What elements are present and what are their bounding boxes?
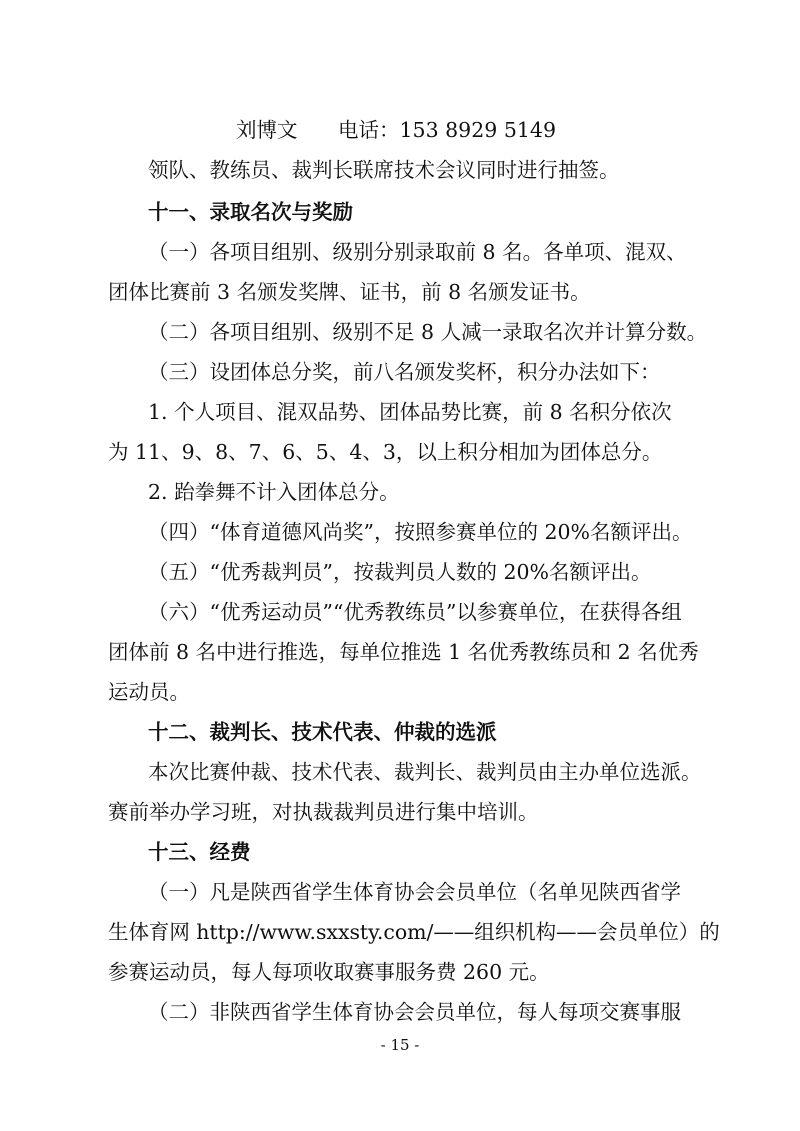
section-11-para-4: （四）“体育道德风尚奖”，按照参赛单位的 20%名额评出。 — [148, 520, 693, 544]
section-13-para-1-line-3: 参赛运动员，每人每项收取赛事服务费 260 元。 — [108, 960, 550, 984]
section-11-heading: 十一、录取名次与奖励 — [148, 200, 353, 224]
section-11-item-1-line-1: 1. 个人项目、混双品势、团体品势比赛，前 8 名积分依次 — [148, 400, 672, 424]
contact-phone-number: 153 8929 5149 — [399, 118, 557, 142]
section-12-para-1-line-2: 赛前举办学习班，对执裁裁判员进行集中培训。 — [108, 800, 539, 824]
section-13-para-1-line-1: （一）凡是陕西省学生体育协会会员单位（名单见陕西省学 — [148, 880, 681, 904]
section-11-item-1-line-2: 为 11、9、8、7、6、5、4、3，以上积分相加为团体总分。 — [108, 440, 663, 464]
page-number: - 15 - — [380, 1036, 420, 1054]
contact-phone-line — [338, 115, 556, 145]
section-12-heading: 十二、裁判长、技术代表、仲裁的选派 — [148, 720, 497, 744]
meeting-note: 领队、教练员、裁判长联席技术会议同时进行抽签。 — [148, 158, 620, 182]
section-11-item-2: 2. 跆拳舞不计入团体总分。 — [148, 480, 400, 504]
section-11-para-2: （二）各项目组别、级别不足 8 人减一录取名次并计算分数。 — [148, 320, 708, 344]
section-11-para-5: （五）“优秀裁判员”，按裁判员人数的 20%名额评出。 — [148, 560, 652, 584]
section-11-para-6-line-2: 团体前 8 名中进行推选，每单位推选 1 名优秀教练员和 2 名优秀 — [108, 640, 699, 664]
section-13-para-1-line-2: 生体育网 http://www.sxxsty.com/——组织机构——会员单位）的 — [108, 920, 720, 944]
section-11-para-1-line-2: 团体比赛前 3 名颁发奖牌、证书，前 8 名颁发证书。 — [108, 280, 591, 304]
section-13-heading: 十三、经费 — [148, 840, 251, 864]
contact-phone-label: 电话： — [338, 118, 400, 142]
section-11-para-1-line-1: （一）各项目组别、级别分别录取前 8 名。各单项、混双、 — [148, 240, 687, 264]
section-11-para-6-line-1: （六）“优秀运动员”“优秀教练员”以参赛单位，在获得各组 — [148, 600, 682, 624]
section-12-para-1-line-1: 本次比赛仲裁、技术代表、裁判长、裁判员由主办单位选派。 — [148, 760, 702, 784]
section-11-para-3: （三）设团体总分奖，前八名颁发奖杯，积分办法如下： — [148, 360, 661, 384]
contact-name: 刘博文 — [236, 118, 298, 142]
section-13-para-2-line-1: （二）非陕西省学生体育协会会员单位，每人每项交赛事服 — [148, 1000, 681, 1024]
section-11-para-6-line-3: 运动员。 — [108, 680, 190, 704]
